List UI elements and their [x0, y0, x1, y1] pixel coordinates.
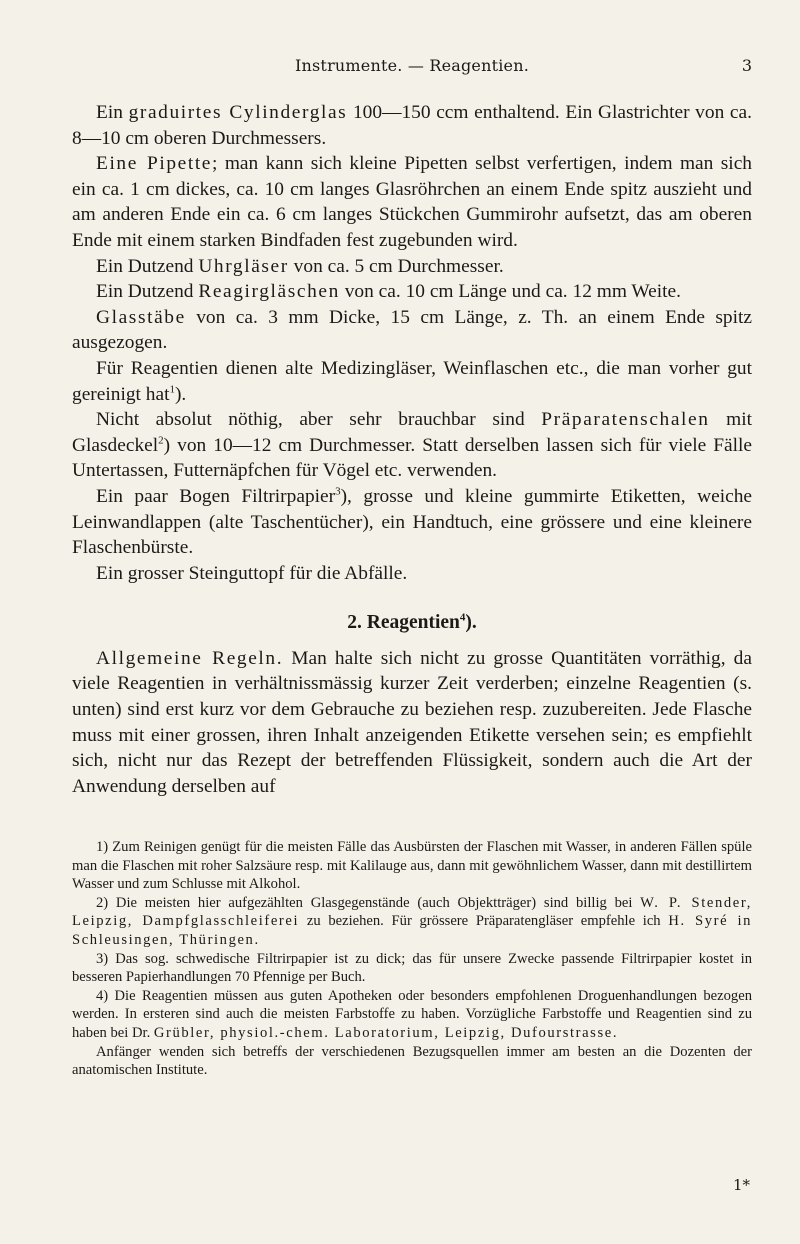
text-run: .	[612, 1024, 617, 1041]
paragraph-glass-rods	[72, 305, 752, 356]
page-header	[72, 56, 752, 80]
text-run: von ca. 10 cm Länge und ca. 12 mm Weite.	[339, 281, 681, 303]
spaced-term: graduirtes Cylinderglas	[128, 102, 348, 123]
text-run: Man halte sich nicht zu grosse Quantitäten vorräthig, da viele Reagentien in verhältnissmässig kurzer Zeit verderben; einzelne Reagentien (s. unten) sind erst kurz vor dem Gebrauche zu beziehen resp. zuzubereiten. Jede Flasche muss mit einer grossen, ihren Inhalt anzeigenden Etikette versehen sein; es empfiehlt sich, nicht nur das Rezept der betreffenden Flüssigkeit, sondern auch die Art der Anwendung derselben auf	[72, 647, 752, 797]
spaced-term: H. Syré in Schleusingen, Thüringen	[72, 913, 753, 948]
footnote-2	[72, 894, 752, 950]
spaced-term: Grübler, physiol.-chem. Laboratorium, Leipzig, Dufourstrasse	[153, 1024, 613, 1041]
text-run: ).	[174, 383, 187, 405]
paragraph-stoneware-pot: Ein grosser Steinguttopf für die Abfälle.	[96, 562, 408, 584]
footnote-marker: 4	[459, 611, 466, 624]
section-heading	[72, 610, 752, 636]
spaced-term: Glasstäbe	[96, 306, 186, 328]
text-run: Ein paar Bogen Filtrirpapier	[96, 485, 336, 507]
text-run: zu beziehen. Für grössere Präparatengläser empfehle ich	[299, 913, 669, 930]
footnote-3: 3) Das sog. schwedische Filtrirpapier ist zu dick; das für unsere Zwecke passende Filtrirpapier kostet in besseren Papierhandlungen 70 Pfennige per Buch.	[72, 950, 752, 986]
spaced-term: W. P. Stender, Leipzig, Dampfglasschleiferei	[72, 894, 752, 930]
text-run: ) von 10—12 cm Durchmesser. Statt derselben lassen sich für viele Fälle Untertassen, Futternäpfchen für Vögel etc. verwenden.	[72, 434, 752, 482]
running-title: Instrumente. — Reagentien.	[295, 56, 529, 75]
main-text	[72, 100, 752, 799]
text-run: mit Glasdeckel	[72, 409, 752, 456]
text-run: Ein Dutzend	[96, 255, 199, 277]
paragraph-pipette	[72, 151, 752, 253]
paragraph-cylinder-glass	[72, 100, 752, 151]
text-run: 2) Die meisten hier aufgezählten Glasgegenstände (auch Objektträger) sind billig bei	[96, 894, 641, 911]
text-run: Ein	[96, 102, 129, 123]
paragraph-reagent-bottles	[72, 356, 752, 407]
spaced-term: Allgemeine Regeln.	[96, 647, 284, 669]
footnote-marker: 1	[169, 383, 175, 396]
text-run: Nicht absolut nöthig, aber sehr brauchbar sind	[96, 409, 542, 431]
paragraph-watch-glasses	[72, 254, 752, 280]
section-title: 2. Reagentien	[347, 612, 460, 634]
footnote-4-continued: Anfänger wenden sich betreffs der verschiedenen Bezugsquellen immer am besten an die Dozenten der anatomischen Institute.	[72, 1043, 752, 1079]
paragraph-test-tubes	[72, 279, 752, 305]
footnote-1: 1) Zum Reinigen genügt für die meisten Fälle das Ausbürsten der Flaschen mit Wasser, in anderen Fällen spüle man die Flaschen mit roher Salzsäure resp. mit Kalilauge aus, dann mit gewöhnlichem Wasser, dann mit destillirtem Wasser und zum Schlusse mit Alkohol.	[72, 839, 752, 893]
footnote-4	[72, 987, 752, 1043]
text-run: Für Reagentien dienen alte Medizingläser, Weinflaschen etc., die man vorher gut gereinigt hat	[72, 357, 752, 405]
footnote-marker: 2	[158, 434, 164, 447]
text-run: .	[254, 931, 259, 948]
text-run: 100—150 ccm enthaltend. Ein Glastrichter von ca. 8—10 cm oberen Durchmessers.	[72, 102, 752, 149]
spaced-term: Uhrgläser	[198, 255, 289, 277]
page-number: 3	[741, 56, 752, 75]
paragraph-general-rules	[72, 646, 752, 800]
text-run: von ca. 5 cm Durchmesser.	[288, 255, 504, 277]
spaced-term: Eine Pipette	[96, 153, 213, 175]
signature-mark: 1*	[732, 1176, 750, 1194]
text-run: von ca. 3 mm Dicke, 15 cm Länge, z. Th. an einem Ende spitz ausgezogen.	[72, 306, 752, 354]
text-run: 4) Die Reagentien müssen aus guten Apotheken oder besonders empfohlenen Droguenhandlungen bezogen werden. In ersteren sind auch die meisten Farbstoffe zu haben. Vorzügliche Farbstoffe und Reagentien sind zu haben bei Dr.	[72, 987, 752, 1041]
text-run: ; man kann sich kleine Pipetten selbst verfertigen, indem man sich ein ca. 1 cm dickes, ca. 10 cm langes Glasröhrchen an einem Ende spitz auszieht und am anderen Ende ein ca. 6 cm langes Stückchen Gummirohr aufsetzt, das am oberen Ende mit einem starken Bindfaden fest zugebunden wird.	[72, 153, 752, 251]
text-run: ).	[465, 612, 477, 634]
text-run: Ein Dutzend	[96, 281, 199, 303]
spaced-term: Reagirgläschen	[198, 281, 340, 303]
paragraph-filter-paper	[72, 484, 752, 561]
text-run: ), grosse und kleine gummirte Etiketten, weiche Leinwandlappen (alte Taschentücher), ein Handtuch, eine grössere und eine kleinere Flaschenbürste.	[72, 485, 752, 559]
spaced-term: Präparatenschalen	[541, 409, 710, 431]
paragraph-preparation-dishes	[72, 407, 752, 484]
footnotes	[72, 838, 752, 1080]
footnote-marker: 3	[335, 485, 341, 498]
